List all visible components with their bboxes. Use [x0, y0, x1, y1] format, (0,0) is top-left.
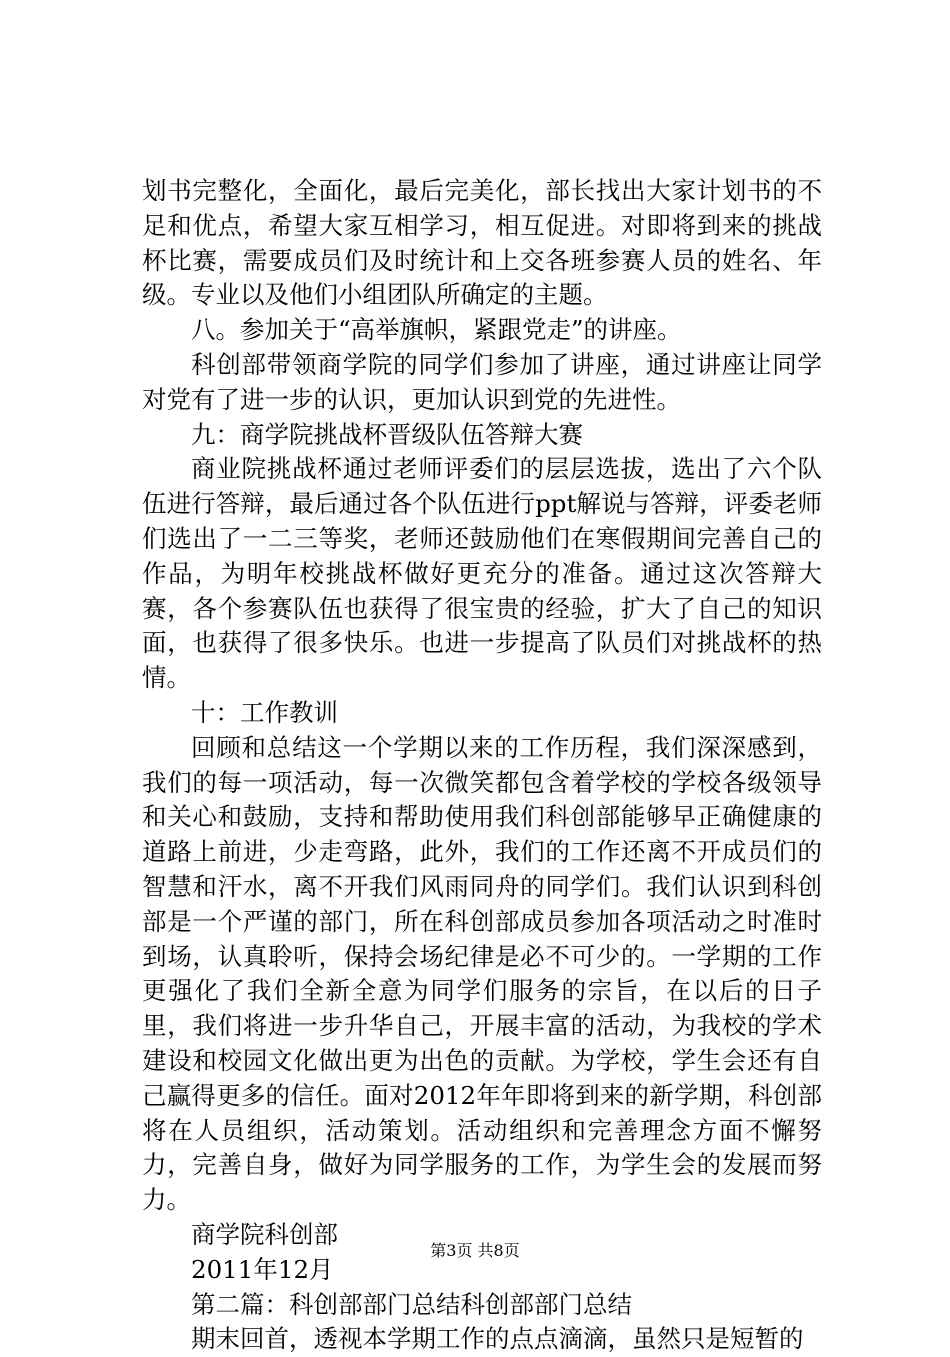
- paragraph-lecture: 科创部带领商学院的同学们参加了讲座，通过讲座让同学对党有了进一步的认识，更加认识到党的先进性。: [142, 349, 822, 414]
- heading-work-lessons: 十：工作教训: [191, 697, 338, 727]
- page-number-footer: 第3页 共8页: [430, 1241, 520, 1260]
- paragraph-part-two-start: 期末回首，透视本学期工作的点点滴滴，虽然只是短暂的: [191, 1324, 804, 1354]
- heading-lecture: 八。参加关于“高举旗帜，紧跟党走”的讲座。: [191, 315, 682, 345]
- signature-department: 商学院科创部: [191, 1219, 338, 1249]
- paragraph-plan-continuation: 划书完整化，全面化，最后完美化，部长找出大家计划书的不足和优点，希望大家互相学习，相互促进。对即将到来的挑战杯比赛，需要成员们及时统计和上交各班参赛人员的姓名、年级。专业以及他们小组团队所确定的主题。: [142, 176, 822, 310]
- document-body: [142, 174, 822, 1357]
- paragraph-work-lessons: 回顾和总结这一个学期以来的工作历程，我们深深感到，我们的每一项活动，每一次微笑都包含着学校的学校各级领导和关心和鼓励，支持和帮助使用我们科创部能够早正确健康的道路上前进，少走弯路，此外，我们的工作还离不开成员们的智慧和汗水，离不开我们风雨同舟的同学们。我们认识到科创部是一个严谨的部门，所在科创部成员参加各项活动之时准时到场，认真聆听，保持会场纪律是必不可少的。一学期的工作更强化了我们全新全意为同学们服务的宗旨，在以后的日子里，我们将进一步升华自己，开展丰富的活动，为我校的学术建设和校园文化做出更为出色的贡献。为学校，学生会还有自己赢得更多的信任。面对2012年年即将到来的新学期，科创部将在人员组织，活动策划。活动组织和完善理念方面不懈努力，完善自身，做好为同学服务的工作，为学生会的发展而努力。: [142, 732, 822, 1215]
- heading-defense-contest: 九：商学院挑战杯晋级队伍答辩大赛: [191, 419, 583, 449]
- signature-date: 2011年12月: [191, 1254, 334, 1284]
- heading-part-two: 第二篇：科创部部门总结科创部部门总结: [191, 1289, 632, 1319]
- paragraph-defense-contest: 商业院挑战杯通过老师评委们的层层选拔，选出了六个队伍进行答辩，最后通过各个队伍进行ppt解说与答辩，评委老师们选出了一二三等奖，老师还鼓励他们在寒假期间完善自己的作品，为明年校挑战杯做好更充分的准备。通过这次答辩大赛，各个参赛队伍也获得了很宝贵的经验，扩大了自己的知识面，也获得了很多快乐。也进一步提高了队员们对挑战杯的热情。: [142, 454, 822, 693]
